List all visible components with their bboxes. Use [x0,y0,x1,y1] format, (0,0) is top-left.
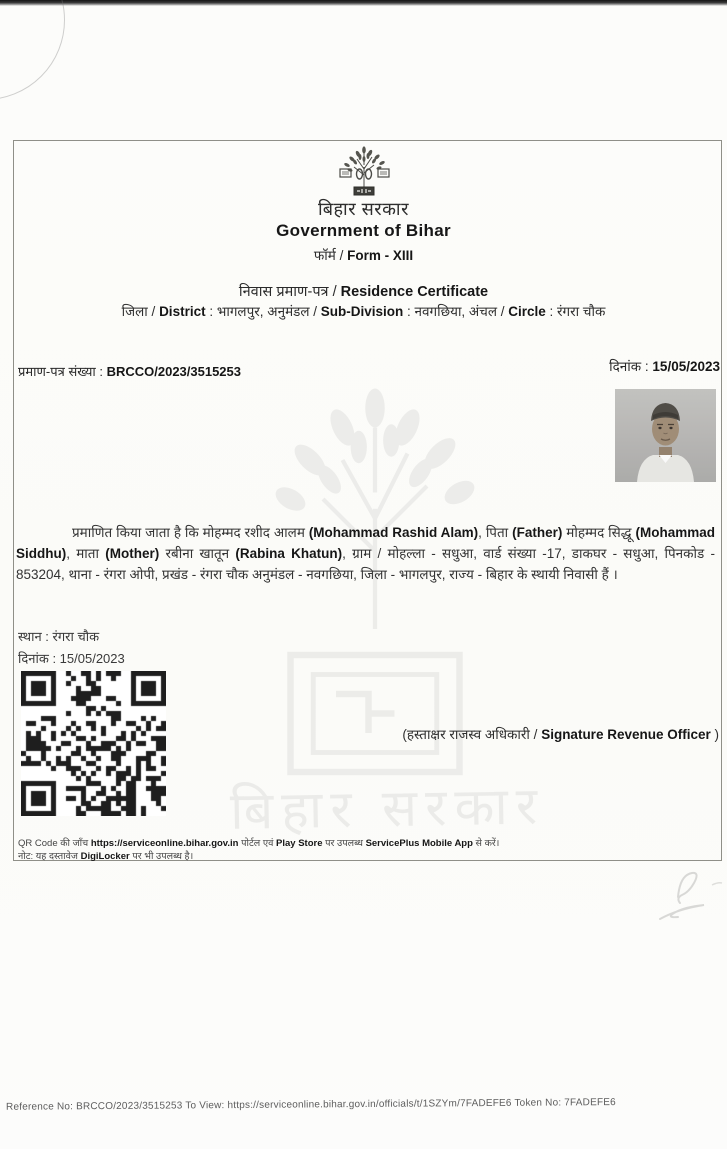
applicant-photo [615,389,716,482]
digilocker-note: नोट: यह दस्तावेज DigiLocker पर भी उपलब्ध है। [18,851,194,862]
scan-corner-crease [0,0,65,100]
place-line: स्थान : रंगरा चौक [18,629,100,644]
watermark-text: बिहार सरकार [229,777,546,841]
qr-verification-note: QR Code की जाँच https://serviceonline.bihar.gov.in पोर्टल एवं Play Store पर उपलब्ध ServicePlus Mobile App से करें। [18,838,500,849]
certificate-number: प्रमाण-पत्र संख्या : BRCCO/2023/3515253 [18,364,241,379]
form-number-line: फॉर्म / Form - XIII [313,248,414,263]
government-name-english: Government of Bihar [276,221,451,240]
government-name-hindi: बिहार सरकार [318,199,409,219]
reference-footer-line: Reference No: BRCCO/2023/3515253 To View: https://serviceonline.bihar.gov.in/officials/t/1SZYm/7FADEFE6 Token No: 7FADEFE6 [5,1097,616,1113]
district-subdivision-circle-line: जिला / District : भागलपुर, अनुमंडल / Sub-Division : नवगछिया, अंचल / Circle : रंगरा चौक [121,304,606,319]
footer-notes [18,837,499,863]
date-line: दिनांक : 15/05/2023 [18,651,125,666]
certificate-body-text: प्रमाणित किया जाता है कि मोहम्मद रशीद आलम (Mohammad Rashid Alam), पिता (Father) मोहम्मद सिद्धू (Mohammad Siddhu), माता (Mother) रबीना खातून (Rabina Khatun), ग्राम / मोहल्ला - सधुआ, वार्ड संख्या -17, डाकघर - सधुआ, पिनकोड - 853204, थाना - रंगरा ओपी, प्रखंड - रंगरा चौक अनुमंडल - नवगछिया, जिला - भागलपुर, राज्य - बिहार के स्थायी निवासी हैं । [16,525,716,582]
issue-date: दिनांक : 15/05/2023 [609,359,720,374]
bihar-government-emblem-icon [0,143,727,197]
certificate-title: निवास प्रमाण-पत्र / Residence Certificate [238,284,489,300]
pen-scribble-mark [640,863,727,933]
scan-top-edge-artifact [0,0,727,6]
qr-code [21,671,166,816]
signature-revenue-officer-line: (हस्ताक्षर राजस्व अधिकारी / Signature Revenue Officer ) [402,727,719,742]
